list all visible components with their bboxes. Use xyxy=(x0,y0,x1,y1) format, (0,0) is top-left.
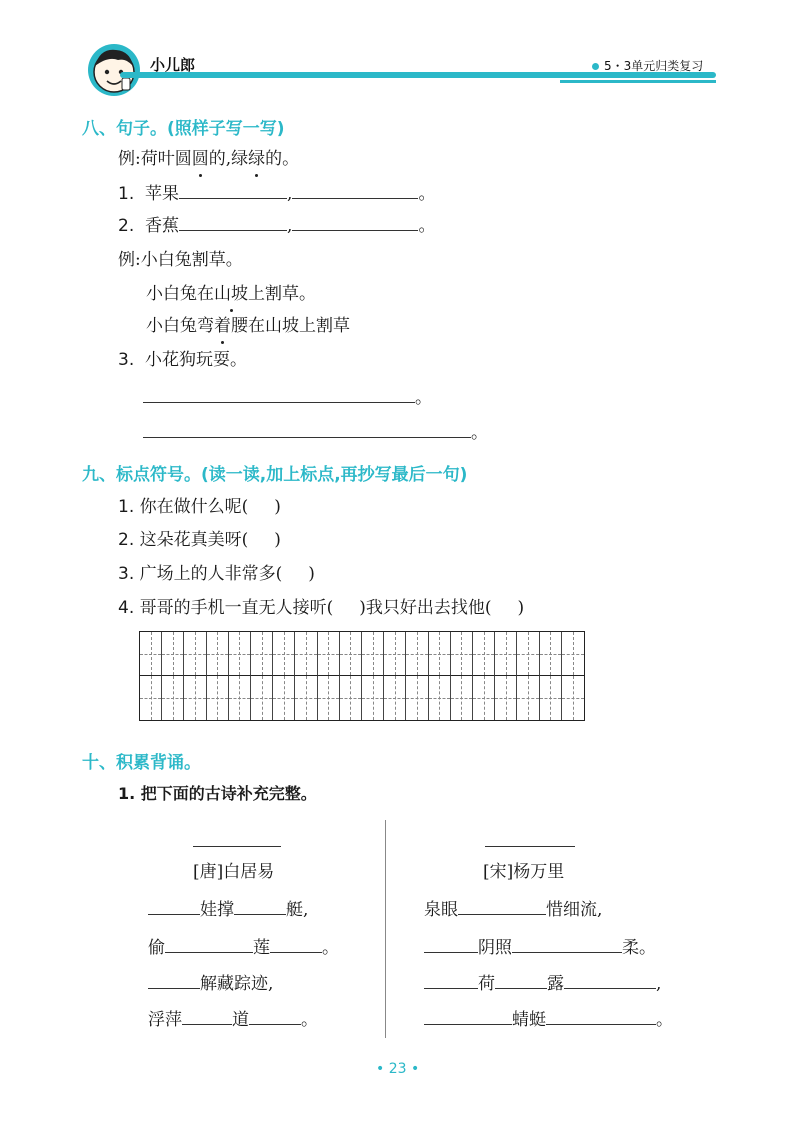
punct-item-3 xyxy=(118,562,315,586)
paren-close: ) xyxy=(274,497,281,517)
poem-text: 柔。 xyxy=(622,938,656,958)
poem-text: 。 xyxy=(656,1010,673,1030)
poem-blank[interactable] xyxy=(165,936,253,953)
page-number: • 23 • xyxy=(376,1061,420,1077)
item-text: 哥哥的手机一直无人接听( xyxy=(139,598,334,618)
poem2-line2 xyxy=(424,936,656,960)
answer-blank[interactable] xyxy=(143,421,471,438)
paren-close: ) xyxy=(308,564,315,584)
poem-text: 艇, xyxy=(286,900,309,920)
header-underline xyxy=(560,80,716,83)
poem-blank[interactable] xyxy=(148,898,200,915)
poem-blank[interactable] xyxy=(249,1008,301,1025)
poem-instruction: 1. 把下面的古诗补充完整。 xyxy=(118,784,317,803)
poem-text: 惜细流, xyxy=(546,900,603,920)
poem-text: 浮萍 xyxy=(148,1010,182,1030)
question-number: 1. xyxy=(118,184,135,204)
poem-text: 阴照 xyxy=(478,938,512,958)
dotted-word: 圆圆的 xyxy=(174,149,226,169)
answer-blank[interactable] xyxy=(143,386,415,403)
answer-blank[interactable] xyxy=(179,214,287,231)
mascot-avatar-icon xyxy=(82,42,146,98)
poem2-line1 xyxy=(424,898,602,922)
period: 。 xyxy=(471,423,488,443)
example-prefix: 例: xyxy=(118,149,141,169)
poem-blank[interactable] xyxy=(512,936,622,953)
poem-text: 道 xyxy=(232,1010,249,1030)
comma: , xyxy=(287,184,293,204)
poem-blank[interactable] xyxy=(495,972,547,989)
poem1-line4 xyxy=(148,1008,318,1032)
poem-blank[interactable] xyxy=(424,936,478,953)
header-unit xyxy=(592,57,703,74)
poem2-line4 xyxy=(424,1008,673,1032)
header-title: 小儿郎 xyxy=(150,56,196,74)
poem-blank[interactable] xyxy=(270,936,322,953)
paren-close: ) xyxy=(274,530,281,550)
poem-text: 。 xyxy=(322,938,339,958)
answer-blank[interactable] xyxy=(179,182,287,199)
poem1-line1 xyxy=(148,898,308,922)
question-word: 香蕉 xyxy=(145,216,180,236)
poem1-title-blank[interactable] xyxy=(193,846,281,847)
example-sep: , xyxy=(225,149,232,169)
question-3 xyxy=(118,348,247,372)
answer-line-1 xyxy=(143,386,432,410)
poem-text: 露 xyxy=(547,974,564,994)
example-text: 在山坡上 xyxy=(248,316,316,336)
punct-item-1 xyxy=(118,495,281,519)
poem1-line2 xyxy=(148,936,339,960)
poem-text: 荷 xyxy=(478,974,495,994)
poem-text: 泉眼 xyxy=(424,900,458,920)
question-1 xyxy=(118,182,435,206)
writing-grid[interactable] xyxy=(139,631,585,721)
poem-text: 蜻蜓 xyxy=(512,1010,546,1030)
example-text: 割草 xyxy=(316,316,350,336)
poem-blank[interactable] xyxy=(424,1008,512,1025)
bullet-icon xyxy=(592,63,599,70)
poem-blank[interactable] xyxy=(424,972,478,989)
item-text: 这朵花真美呀( xyxy=(139,530,249,550)
item-text-mid: )我只好出去找他( xyxy=(359,598,492,618)
question-number: 1. xyxy=(118,497,135,517)
punct-item-2 xyxy=(118,528,281,552)
poem-text: , xyxy=(656,974,662,994)
question-number: 3. xyxy=(118,564,135,584)
comma: , xyxy=(287,216,293,236)
example-1 xyxy=(118,147,299,171)
question-number: 4. xyxy=(118,598,135,618)
poem-text: 莲 xyxy=(253,938,270,958)
poem2-title-blank[interactable] xyxy=(485,846,575,847)
poem-text: 偷 xyxy=(148,938,165,958)
poem1-line3 xyxy=(148,972,273,996)
poem-blank[interactable] xyxy=(546,1008,656,1025)
item-text: 你在做什么呢( xyxy=(139,497,249,517)
example-2-line3 xyxy=(146,314,350,338)
punct-item-4 xyxy=(118,596,524,620)
paren-close: ) xyxy=(517,598,525,618)
item-text: 广场上的人非常多( xyxy=(139,564,283,584)
question-text: 小花狗玩耍。 xyxy=(145,350,248,370)
poem-blank[interactable] xyxy=(564,972,656,989)
question-number: 2. xyxy=(118,216,135,236)
poem-blank[interactable] xyxy=(234,898,286,915)
question-word: 苹果 xyxy=(145,184,180,204)
poem-divider xyxy=(385,820,386,1038)
poem2-line3 xyxy=(424,972,661,996)
example-2-line1: 例:小白兔割草。 xyxy=(118,250,243,270)
section-10-heading: 十、积累背诵。 xyxy=(82,753,201,773)
header-unit-text: 5・3单元归类复习 xyxy=(604,59,704,73)
question-number: 2. xyxy=(118,530,135,550)
example-text: 小白兔 xyxy=(146,316,197,336)
example-plain: 荷叶 xyxy=(140,149,175,169)
poem-blank[interactable] xyxy=(148,972,200,989)
example-2-line2 xyxy=(146,282,316,306)
example-end: 。 xyxy=(282,149,300,169)
poem2-author: [宋]杨万里 xyxy=(483,862,565,882)
answer-line-2 xyxy=(143,421,488,445)
section-8-heading: 八、句子。(照样子写一写) xyxy=(82,119,285,139)
example-text: 小白兔 xyxy=(146,284,197,304)
period: 。 xyxy=(415,388,432,408)
poem-text: 。 xyxy=(301,1010,318,1030)
dotted-word: 绿绿的 xyxy=(231,149,283,169)
poem-blank[interactable] xyxy=(182,1008,232,1025)
poem-text: 解藏踪迹, xyxy=(200,974,274,994)
answer-blank[interactable] xyxy=(292,214,418,231)
section-9-heading: 九、标点符号。(读一读,加上标点,再抄写最后一句) xyxy=(82,465,468,485)
example-text: 割草。 xyxy=(265,284,316,304)
poem-blank[interactable] xyxy=(458,898,546,915)
dotted-word: 弯着腰 xyxy=(197,316,248,336)
period: 。 xyxy=(418,216,436,236)
poem1-author: [唐]白居易 xyxy=(193,862,275,882)
answer-blank[interactable] xyxy=(292,182,418,199)
question-2 xyxy=(118,214,435,238)
question-number: 3. xyxy=(118,350,135,370)
poem-text: 娃撑 xyxy=(200,900,234,920)
dotted-word: 在山坡上 xyxy=(197,284,265,304)
period: 。 xyxy=(418,184,436,204)
